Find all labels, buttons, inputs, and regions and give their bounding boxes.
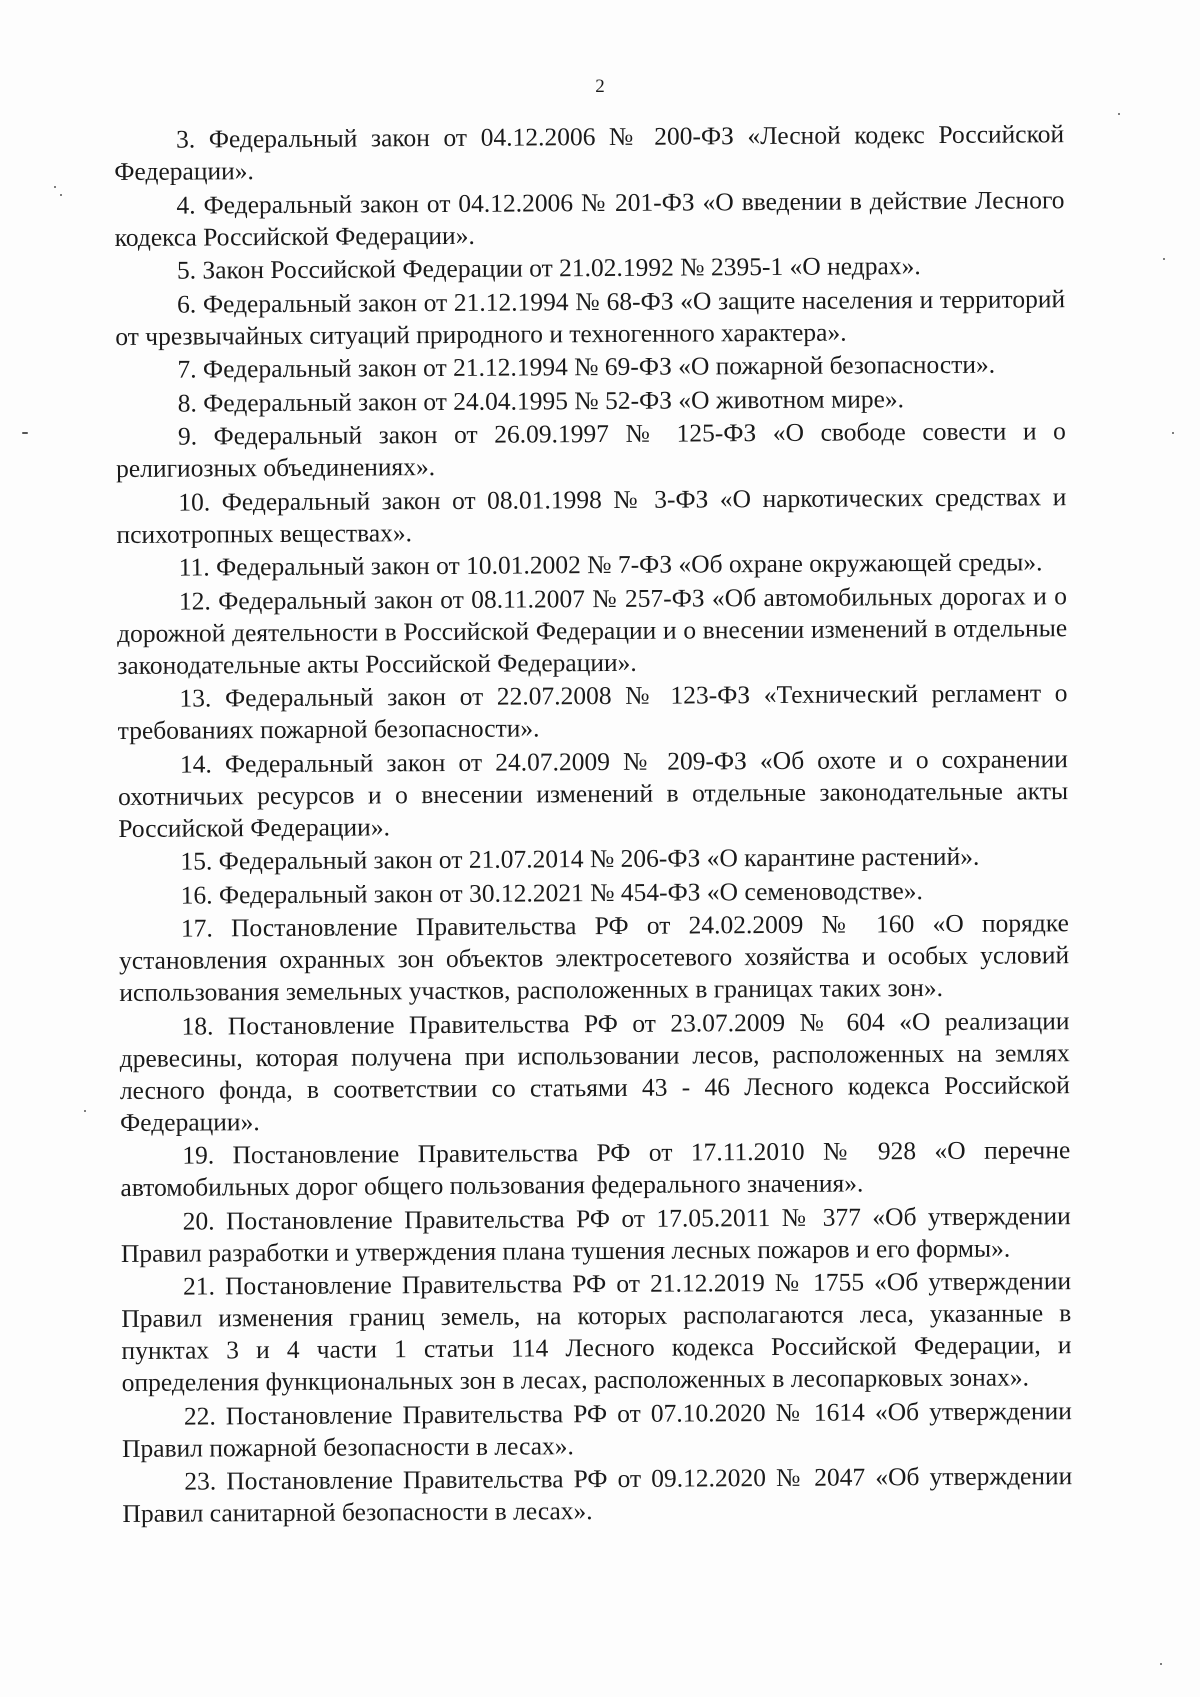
list-item: 14. Федеральный закон от 24.07.2009 № 209-ФЗ «Об охоте и о сохранении охотничьих ресурсов и о внесении изменений в отдельные законодательные акты Российской Федерации». [118,743,1069,843]
page-number: 2 [595,76,605,97]
list-item: 3. Федеральный закон от 04.12.2006 № 200-ФЗ «Лесной кодекс Российской Федерации». [114,119,1065,186]
list-item: 4. Федеральный закон от 04.12.2006 № 201-ФЗ «О введении в действие Лесного кодекса Российской Федерации». [114,184,1065,252]
legal-acts-list [114,118,1073,1531]
list-item: 23. Постановление Правительства РФ от 09.12.2020 № 2047 «Об утверждении Правил санитарной безопасности в лесах». [122,1461,1073,1528]
scan-speck [54,186,56,188]
scan-speck [1163,258,1165,260]
scan-speck [84,1110,86,1112]
list-item: 20. Постановление Правительства РФ от 17.05.2011 № 377 «Об утверждении Правил разработки и утверждения плана тушения лесных пожаров и его формы». [120,1200,1071,1268]
list-item: 5. Закон Российской Федерации от 21.02.1992 № 2395-1 «О недрах». [176,251,921,285]
list-item: 19. Постановление Правительства РФ от 17.11.2010 № 928 «О перечне автомобильных дорог общего пользования федерального значения». [120,1135,1071,1202]
list-item: 8. Федеральный закон от 24.04.1995 № 52-ФЗ «О животном мире». [177,383,905,418]
scan-speck [1172,432,1174,434]
list-item: 15. Федеральный закон от 21.07.2014 № 206-ФЗ «О карантине растений». [180,841,980,876]
list-item: 17. Постановление Правительства РФ от 24.02.2009 № 160 «О порядке установления охранных зон объектов электросетевого хозяйства и особых условий использования земельных участков, расположенных в границах таких зон». [119,908,1070,1007]
list-item: 9. Федеральный закон от 26.09.1997 № 125-ФЗ «О свободе совести и о религиозных объединениях». [116,416,1066,483]
list-item: 13. Федеральный закон от 22.07.2008 № 123-ФЗ «Технический регламент о требованиях пожарной безопасности». [117,678,1068,745]
scan-speck [1118,113,1120,115]
scan-speck [1160,1663,1162,1665]
scan-speck [22,432,28,434]
scan-speck [60,194,62,196]
list-item: 18. Постановление Правительства РФ от 23.07.2009 № 604 «О реализации древесины, которая получена при использовании лесов, расположенных на землях лесного фонда, в соответствии со статьями 43 - 46 Лесного кодекса Российской Федерации». [119,1005,1070,1137]
list-item: 10. Федеральный закон от 08.01.1998 № 3-ФЗ «О наркотических средствах и психотропных веществах». [116,481,1067,549]
list-item: 12. Федеральный закон от 08.11.2007 № 257-ФЗ «Об автомобильных дорогах и о дорожной деятельности в Российской Федерации и о внесении изменений в отдельные законодательные акты Российской Федерации». [117,580,1068,680]
list-item: 22. Постановление Правительства РФ от 07.10.2020 № 1614 «Об утверждении Правил пожарной безопасности в лесах». [121,1395,1072,1463]
list-item: 21. Постановление Правительства РФ от 21.12.2019 № 1755 «Об утверждении Правил изменения границ земель, на которых располагаются леса, указанные в пунктах 3 и 4 части 1 статьи 114 Лесного кодекса Российской Федерации, и определения функциональных зон в лесах, расположенных в лесопарковых зонах». [121,1266,1072,1397]
list-item: 6. Федеральный закон от 21.12.1994 № 68-ФЗ «О защите населения и территорий от чрезвычайных ситуаций природного и техногенного характера». [115,283,1066,351]
list-item: 11. Федеральный закон от 10.01.2002 № 7-ФЗ «Об охране окружающей среды». [178,547,1043,582]
list-item: 7. Федеральный закон от 21.12.1994 № 69-ФЗ «О пожарной безопасности». [177,349,996,384]
list-item: 16. Федеральный закон от 30.12.2021 № 454-ФЗ «О семеноводстве». [180,875,923,910]
